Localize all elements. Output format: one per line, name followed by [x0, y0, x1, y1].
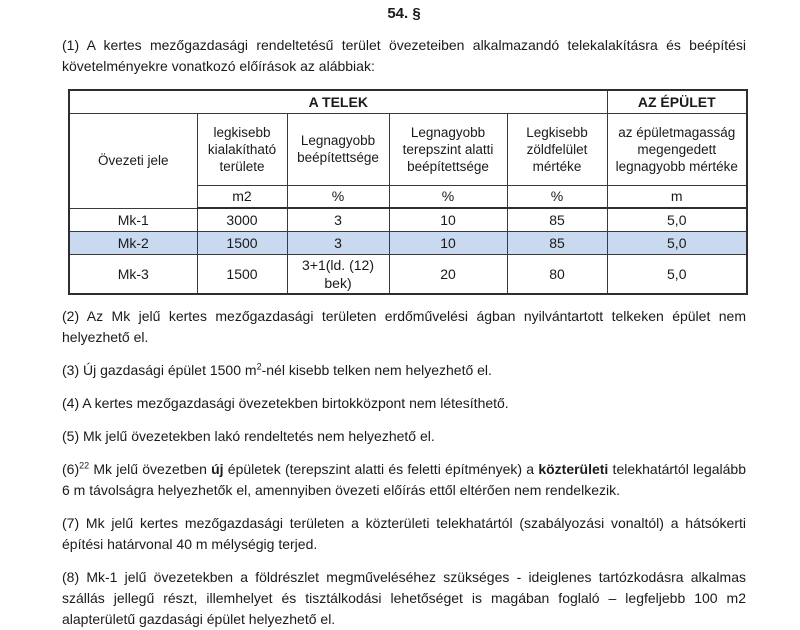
paragraph-6-text: épületek (terepszint alatti és feletti építmények) a: [223, 460, 539, 477]
paragraph-4: (4) A kertes mezőgazdasági övezetekben birtokközpont nem létesíthető.: [62, 394, 509, 411]
paragraph-6-number: (6): [62, 460, 80, 477]
paragraph-6-text: telekhatártól legalább 6 m távolságra helyezhetők el, amennyiben övezeti előírás ettől eltérően nem rendelkezik.: [62, 460, 746, 498]
zone-cell: Mk-2: [69, 231, 197, 254]
unit-cell: %: [389, 185, 507, 208]
value-cell: 1500: [197, 254, 287, 294]
value-cell: 3: [287, 231, 389, 254]
value-cell: 5,0: [607, 254, 747, 294]
column-header-max-underground-coverage: Legnagyobb terepszint alatti beépítettsége: [389, 113, 507, 185]
value-cell: 5,0: [607, 208, 747, 231]
value-cell: 85: [507, 208, 607, 231]
paragraph-3-text: (3) Új gazdasági épület 1500 m: [62, 361, 257, 378]
unit-cell: m2: [197, 185, 287, 208]
paragraph-6: [62, 459, 746, 501]
value-cell: 10: [389, 208, 507, 231]
paragraph-6-text: Mk jelű övezetben: [89, 460, 212, 477]
zone-cell: Mk-3: [69, 254, 197, 294]
value-cell: 3000: [197, 208, 287, 231]
value-cell: 3: [287, 208, 389, 231]
unit-cell: %: [507, 185, 607, 208]
paragraph-6-bold-uj: új: [211, 460, 224, 477]
zoning-regulations-table: [68, 89, 748, 295]
footnote-marker-22: 22: [79, 459, 90, 470]
paragraph-3-text: -nél kisebb telken nem helyezhető el.: [261, 361, 492, 378]
paragraph-2: (2) Az Mk jelű kertes mezőgazdasági területen erdőművelési ágban nyilvántartott telkeken épület nem helyezhető el.: [62, 307, 746, 345]
section-title: 54. §: [387, 5, 421, 22]
value-cell: 1500: [197, 231, 287, 254]
paragraph-8: (8) Mk-1 jelű övezetekben a földrészlet megműveléséhez szükséges - ideiglenes tartózkodásra alkalmas szállás jellegű részt, illemhelyet és tisztálkodási lehetőséget is magában foglaló – legfeljebb 100 m2 alapterületű gazdasági épület helyezhető el.: [62, 568, 746, 627]
unit-cell: %: [287, 185, 389, 208]
table-row-mk2-highlighted: [69, 231, 747, 254]
column-header-min-plot-area: legkisebb kialakítható területe: [197, 113, 287, 185]
column-header-min-green-area: Legkisebb zöldfelület mértéke: [507, 113, 607, 185]
group-header-telek: A TELEK: [69, 90, 607, 113]
table-group-header-row: [69, 90, 747, 113]
paragraph-5: (5) Mk jelű övezetekben lakó rendeltetés nem helyezhető el.: [62, 427, 435, 444]
table-row-mk1: [69, 208, 747, 231]
group-header-epulet: AZ ÉPÜLET: [607, 90, 747, 113]
value-cell: 85: [507, 231, 607, 254]
column-header-zone: Övezeti jele: [69, 113, 197, 208]
paragraph-3: [62, 360, 746, 381]
zone-cell: Mk-1: [69, 208, 197, 231]
value-cell: 3+1(ld. (12) bek): [287, 254, 389, 294]
unit-cell: m: [607, 185, 747, 208]
paragraph-7: (7) Mk jelű kertes mezőgazdasági területen a közterületi telekhatártól (szabályozási vonaltól) a hátsókerti építési határvonal 40 m mélységig terjed.: [62, 514, 746, 552]
paragraph-1: (1) A kertes mezőgazdasági rendeltetésű terület övezeteiben alkalmazandó telekalakításra és beépítési követelményekre vonatkozó előírások az alábbiak:: [62, 37, 746, 74]
table-column-header-row: [69, 113, 747, 185]
value-cell: 10: [389, 231, 507, 254]
paragraph-6-bold-kozteruleti: közterületi: [538, 460, 609, 477]
value-cell: 5,0: [607, 231, 747, 254]
column-header-max-building-height: az épületmagasság megengedett legnagyobb mértéke: [607, 113, 747, 185]
superscript-2: 2: [256, 360, 262, 371]
value-cell: 80: [507, 254, 607, 294]
value-cell: 20: [389, 254, 507, 294]
table-row-mk3: [69, 254, 747, 294]
column-header-max-coverage: Legnagyobb beépítettsége: [287, 113, 389, 185]
